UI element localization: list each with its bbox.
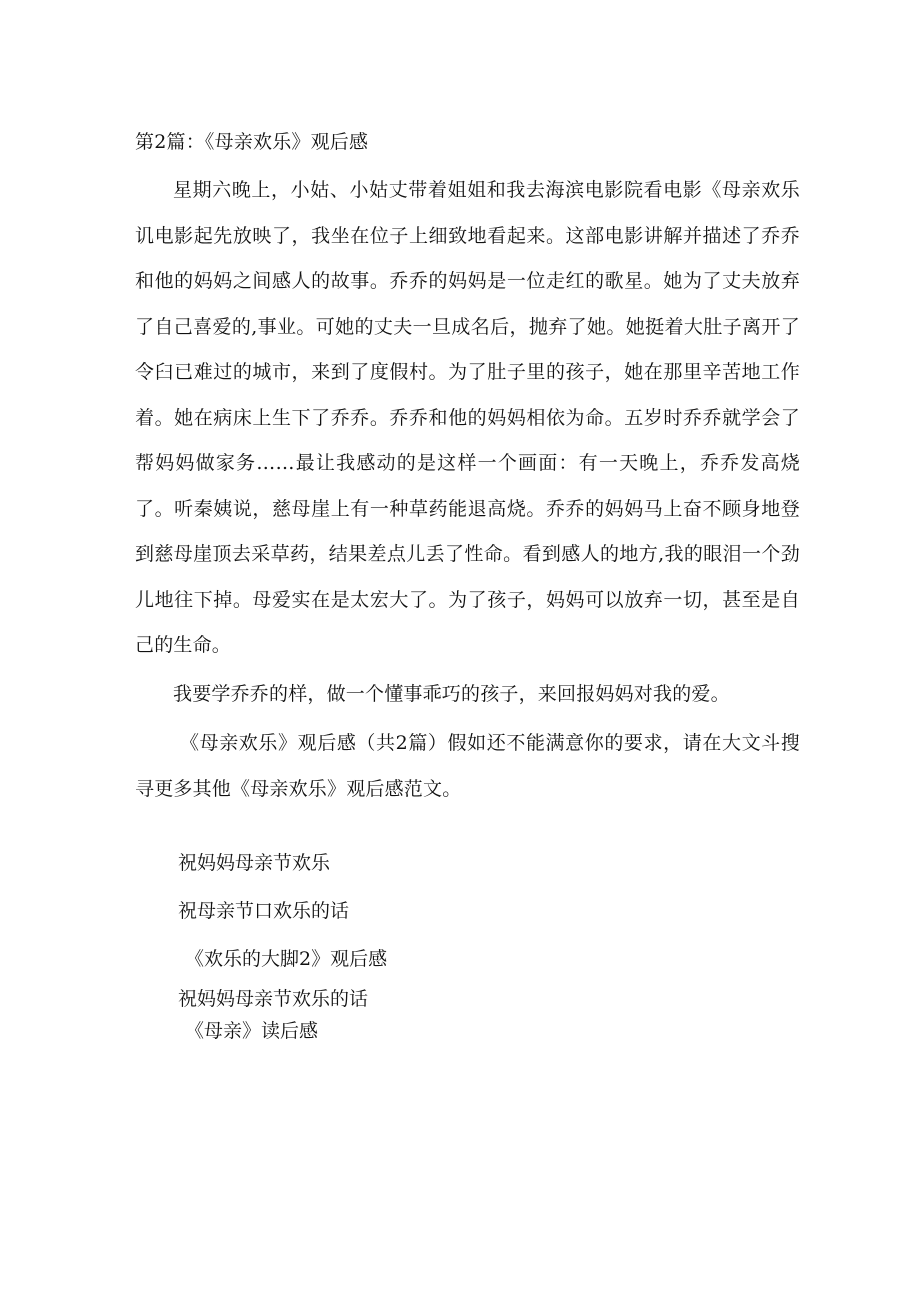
related-link-mothers-day-happy[interactable]: 祝妈妈母亲节欢乐 (178, 852, 331, 874)
related-link-mothers-day-words[interactable]: 祝母亲节口欢乐的话 (178, 900, 350, 922)
article-paragraph-story: 星期六晚上，小姑、小姑丈带着姐姐和我去海滨电影院看电影《母亲欢乐讥电影起先放映了，我坐在位子上细致地看起来。这部电影讲解并描述了乔乔和他的妈妈之间感人的故事。乔乔的妈妈是一位走红的歌星。她为了丈夫放弃了自己喜爱的,事业。可她的丈夫一旦成名后，抛弃了她。她挺着大肚子离开了令臼已难过的城市，来到了度假村。为了肚子里的孩子，她在那里辛苦地工作着。她在病床上生下了乔乔。乔乔和他的妈妈相依为命。五岁时乔乔就学会了帮妈妈做家务……最让我感动的是这样一个画面：有一天晚上，乔乔发高烧了。听秦姨说，慈母崖上有一种草药能退高烧。乔乔的妈妈马上奋不顾身地登到慈母崖顶去采草药，结果差点儿丢了性命。看到感人的地方,我的眼泪一个劲儿地往下掉。母爱实在是太宏大了。为了孩子，妈妈可以放弃一切，甚至是自己的生命。 (135, 179, 800, 656)
related-link-mothers-day-wishes[interactable]: 祝妈妈母亲节欢乐的话 (178, 988, 369, 1010)
related-link-mother-book-review[interactable]: 《母亲》读后感 (185, 1020, 319, 1042)
related-articles-list (178, 839, 778, 1047)
article-paragraph-search-note: 《母亲欢乐》观后感（共2篇）假如还不能满意你的要求，请在大文斗搜寻更多其他《母亲欢乐》观后感范文。 (135, 732, 800, 800)
article-paragraph-conclusion: 我要学乔乔的样，做一个懂事乖巧的孩子，来回报妈妈对我的爱。 (173, 682, 730, 705)
article-title: 第2篇：《母亲欢乐》观后感 (135, 131, 369, 153)
article-body (135, 123, 800, 812)
related-link-happy-feet-review[interactable]: 《欢乐的大脚2》观后感 (185, 948, 388, 970)
